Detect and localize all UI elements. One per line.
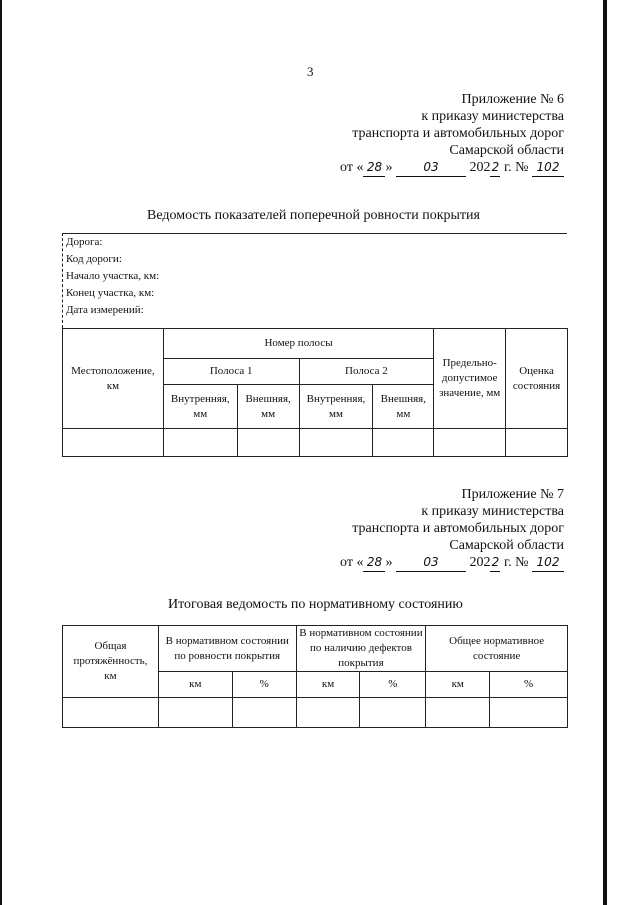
evenness-table (62, 328, 568, 457)
header-pct-2: % (360, 672, 426, 698)
number-prefix: г. № (503, 555, 529, 570)
empty-cell (434, 429, 506, 457)
empty-cell (373, 429, 434, 457)
table-row (63, 429, 568, 457)
appendix-7-line3: транспорта и автомобильных дорог (352, 521, 564, 536)
header-defects: В нормативном состоянии по наличию дефектов покрытия (296, 626, 426, 672)
date-prefix: от « (340, 555, 364, 570)
empty-cell (299, 429, 373, 457)
form-1-title: Ведомость показателей поперечной ровности покрытия (147, 208, 480, 223)
table-row (63, 698, 568, 728)
field-section-start: Начало участка, км: (66, 270, 160, 282)
handwritten-order-number: 102 (532, 159, 564, 177)
handwritten-order-number: 102 (532, 554, 564, 572)
appendix-7-date-line (340, 554, 564, 572)
summary-table (62, 625, 568, 728)
header-outer-1: Внешняя, мм (237, 385, 299, 429)
header-total-length-unit: км (104, 670, 117, 682)
year-prefix: 202 (469, 160, 491, 175)
empty-cell (490, 698, 568, 728)
empty-cell (63, 429, 164, 457)
appendix-6-date-line (340, 159, 564, 177)
appendix-7-header (340, 486, 564, 572)
form-2-title: Итоговая ведомость по нормативному состоянию (168, 597, 463, 612)
date-mid: » (385, 160, 393, 175)
appendix-6-header (340, 91, 564, 177)
header-max-value: Предельно-допустимое значение, мм (434, 329, 506, 429)
field-road-code: Код дороги: (66, 253, 122, 265)
date-prefix: от « (340, 160, 364, 175)
date-mid: » (385, 555, 393, 570)
header-lane-number: Номер полосы (163, 329, 433, 359)
empty-cell (506, 429, 568, 457)
empty-cell (296, 698, 360, 728)
header-pct-1: % (232, 672, 296, 698)
empty-cell (232, 698, 296, 728)
handwritten-day: 28 (363, 554, 385, 572)
empty-cell (237, 429, 299, 457)
page-number: 3 (307, 64, 314, 79)
appendix-6-line4: Самарской области (449, 143, 564, 158)
handwritten-day: 28 (363, 159, 385, 177)
road-info-block (62, 233, 567, 328)
header-evenness: В нормативном состоянии по ровности покрытия (158, 626, 296, 672)
header-lane-2: Полоса 2 (299, 359, 434, 385)
page-edge-right (603, 0, 607, 905)
header-overall: Общее нормативное состояние (426, 626, 568, 672)
header-pct-3: % (490, 672, 568, 698)
header-km-3: км (426, 672, 490, 698)
header-lane-1: Полоса 1 (163, 359, 299, 385)
header-km-2: км (296, 672, 360, 698)
appendix-6-line2: к приказу министерства (421, 109, 564, 124)
header-location: Местоположение, км (63, 329, 164, 429)
empty-cell (163, 429, 237, 457)
handwritten-year-digit: 2 (490, 554, 500, 572)
header-km-1: км (158, 672, 232, 698)
handwritten-month: 03 (396, 554, 466, 572)
header-assessment: Оценка состояния (506, 329, 568, 429)
handwritten-year-digit: 2 (490, 159, 500, 177)
field-section-end: Конец участка, км: (66, 287, 155, 299)
appendix-6-title: Приложение № 6 (461, 92, 564, 107)
empty-cell (360, 698, 426, 728)
header-inner-1: Внутренняя, мм (163, 385, 237, 429)
appendix-7-title: Приложение № 7 (461, 487, 564, 502)
header-total-length (63, 626, 159, 698)
empty-cell (63, 698, 159, 728)
header-outer-2: Внешняя, мм (373, 385, 434, 429)
field-measurement-date: Дата измерений: (66, 304, 144, 316)
appendix-7-line2: к приказу министерства (421, 504, 564, 519)
header-total-length-text: Общая протяжённость, (73, 640, 148, 667)
header-inner-2: Внутренняя, мм (299, 385, 373, 429)
page-edge-left (0, 0, 2, 905)
field-road: Дорога: (66, 236, 103, 248)
number-prefix: г. № (503, 160, 529, 175)
appendix-6-line3: транспорта и автомобильных дорог (352, 126, 564, 141)
empty-cell (426, 698, 490, 728)
year-prefix: 202 (469, 555, 491, 570)
appendix-7-line4: Самарской области (449, 538, 564, 553)
handwritten-month: 03 (396, 159, 466, 177)
empty-cell (158, 698, 232, 728)
